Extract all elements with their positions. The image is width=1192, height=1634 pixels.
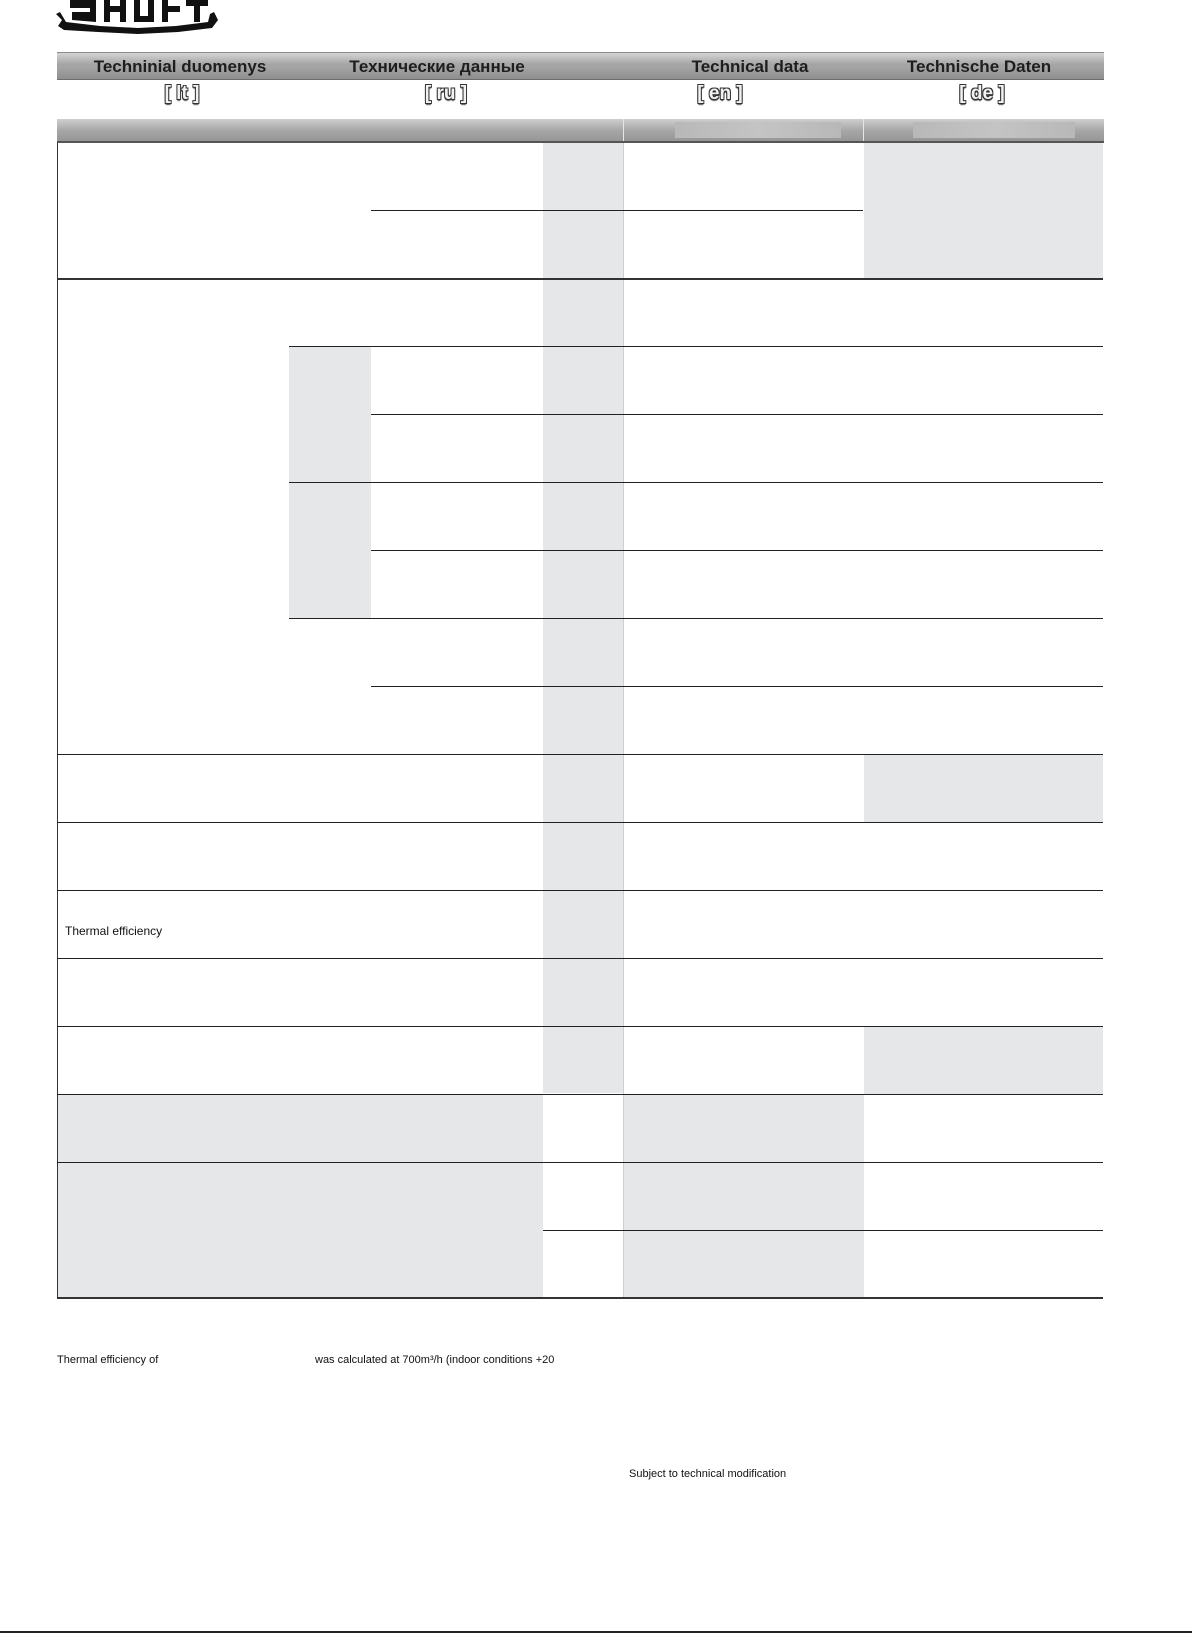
- row-divider: [57, 958, 1103, 959]
- header-lt: Techninial duomenys: [93, 57, 267, 76]
- footnote-thermal-part2: was calculated at 700m³/h (indoor conditions +20: [315, 1354, 555, 1366]
- value-cell-shaded: [624, 1095, 864, 1298]
- model-header-divider: [623, 119, 624, 141]
- model-header-divider: [863, 119, 864, 141]
- lang-de: [ de ]: [959, 83, 1005, 104]
- header-de: Technische Daten: [906, 57, 1052, 76]
- lang-en: [ en ]: [697, 83, 743, 104]
- row-divider: [57, 278, 1103, 280]
- row-divider: [57, 1094, 1103, 1095]
- row-divider: [371, 550, 1103, 551]
- table-left-border: [57, 143, 58, 1299]
- row-divider: [289, 618, 1103, 619]
- table-header-bar: [57, 52, 1104, 80]
- row-divider: [371, 414, 1103, 415]
- value-cell-shaded: [864, 143, 1103, 279]
- value-cell-shaded: [864, 1027, 1103, 1094]
- row-divider: [289, 346, 1103, 347]
- model-label-1: [675, 122, 841, 138]
- subgroup-cell: [289, 347, 371, 483]
- lang-ru: [ ru ]: [424, 83, 468, 104]
- row-divider: [289, 482, 1103, 483]
- value-cell-shaded: [864, 755, 1103, 822]
- header-ru: Технические данные: [349, 57, 525, 76]
- header-en: Technical data: [691, 57, 809, 76]
- model-label-2: [913, 122, 1075, 138]
- row-divider: [57, 1026, 1103, 1027]
- footnote-thermal-part1: Thermal efficiency of: [57, 1354, 159, 1366]
- row-divider: [57, 822, 1103, 823]
- page-bottom-rule: [0, 1631, 1192, 1633]
- row-divider: [543, 1230, 1103, 1231]
- row-divider: [371, 210, 863, 211]
- row-divider: [57, 754, 1103, 755]
- footnote-modification: Subject to technical modification: [629, 1468, 787, 1480]
- brand-logo: [56, 0, 220, 34]
- label-cell-shaded: [58, 1095, 543, 1298]
- row-divider: [57, 1162, 1103, 1163]
- subgroup-cell: [289, 483, 371, 619]
- column-divider: [623, 143, 624, 1299]
- lang-lt: [ lt ]: [164, 83, 200, 104]
- model-header-bar: [57, 119, 1104, 143]
- table-bottom-border: [57, 1297, 1103, 1299]
- row-divider: [371, 686, 1103, 687]
- row-divider: [57, 890, 1103, 891]
- row-label-thermal-efficiency: Thermal efficiency: [65, 924, 163, 938]
